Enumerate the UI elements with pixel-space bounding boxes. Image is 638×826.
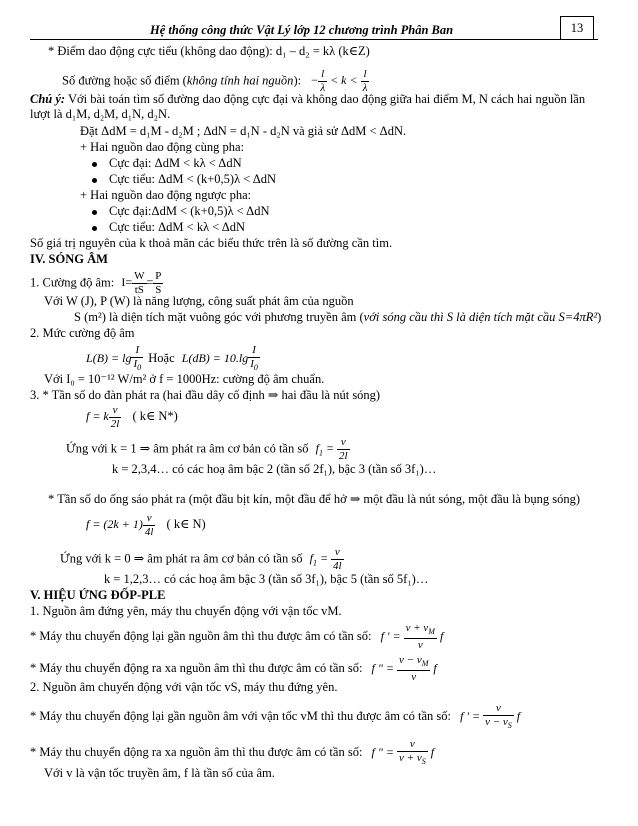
header-rule	[30, 39, 598, 40]
bullet-icon	[92, 226, 97, 231]
line-cung-pha: + Hai nguồn dao động cùng pha:	[80, 140, 244, 154]
list-item	[92, 204, 269, 219]
list-item	[92, 220, 245, 235]
text: )	[597, 310, 602, 324]
list-item	[92, 156, 242, 171]
formula-string-frequency: f = k $\frac{v}{2l}$	[86, 404, 120, 430]
text-italic: với sóng cầu thì S là diện tích mặt cầu S=4πR²	[363, 310, 598, 324]
list-item-text: Cực tiểu: ΔdM < kλ < ΔdN	[109, 220, 246, 234]
line-cuong-do-am	[30, 270, 163, 297]
line-nguon-dung-yen: 1. Nguồn âm đứng yên, máy thu chuyển động với vận tốc vM.	[30, 604, 342, 618]
line-lai-gan-2	[30, 702, 520, 732]
formula-pipe-frequency: f = (2k + 1) $\frac{v}{4l}$	[86, 512, 154, 538]
line-voi-v: Với v là vận tốc truyền âm, f là tần số của âm.	[44, 766, 275, 780]
formula-doppler-recede-source: f " = $\frac{v}{v + v_S}$ f	[371, 738, 435, 767]
text: Ứng với k = 0 ⇒ âm phát ra âm cơ bản có tần số	[60, 551, 303, 566]
line-so-duong	[62, 68, 369, 95]
formula-fundamental-pipe: $f_1$ = $\frac{v}{4l}$	[309, 546, 342, 572]
line-nguon-chuyen-dong: 2. Nguồn âm chuyển động với vận tốc vS, máy thu đứng yên.	[30, 680, 338, 694]
line-hoa-am-dan: k = 2,3,4… có các hoạ âm bậc 2 (tần số 2f₁), bậc 3 (tần số 3f₁)…	[112, 462, 437, 476]
line-nguoc-pha: + Hai nguồn dao động ngược pha:	[80, 188, 252, 202]
page-number: 13	[560, 16, 594, 39]
line-k0	[60, 546, 344, 573]
line-chu-y-2: lượt là d₁M, d₂M, d₁N, d₂N.	[30, 107, 171, 121]
list-item	[92, 172, 276, 187]
text-k-domain: ( k∈ N)	[166, 517, 206, 532]
line-dat: Đặt ΔdM = d₁M - d₂M ; ΔdN = d₁N - d₂N và giả sử ΔdM < ΔdN.	[80, 124, 407, 138]
line-hoa-am-ong: k = 1,2,3… có các hoạ âm bậc 3 (tần số 3f₁), bậc 5 (tần số 5f₁)…	[104, 572, 429, 586]
text: Ứng với k = 1 ⇒ âm phát ra âm cơ bản có tần số	[66, 441, 309, 456]
line-ra-xa-2	[30, 738, 434, 768]
text-italic: không tính hai nguồn	[186, 73, 294, 88]
note-label: Chú ý:	[30, 92, 66, 106]
list-item-text: Cực đại:ΔdM < (k+0,5)λ < ΔdN	[109, 204, 270, 218]
text: * Máy thu chuyển động ra xa nguồn âm thì thu được âm có tần số:	[30, 744, 363, 759]
line-so-gia-tri: Số giá trị nguyên của k thoả mãn các biểu thức trên là số đường cần tìm.	[30, 236, 393, 250]
text: * Máy thu chuyển động lại gần nguồn âm với vận tốc vM thì thu được âm có tần số:	[30, 708, 451, 723]
line-tan-so-dan: 3. * Tần số do đàn phát ra (hai đầu dây cố định ⇒ hai đầu là nút sóng)	[30, 388, 381, 402]
bullet-icon	[92, 210, 97, 215]
formula-k-range: − $\frac{l}{\lambda}$ < k < $\frac{l}{\lambda}$	[310, 68, 368, 94]
line-formula-string	[86, 404, 178, 431]
line-tan-so-ong-sao: * Tần số do ống sáo phát ra (một đầu bịt kín, một đầu để hở ⇒ một đầu là nút sóng, một đầu là bụng sóng)	[48, 492, 581, 506]
text: 1. Cường độ âm:	[30, 275, 115, 290]
line-lai-gan-1	[30, 622, 443, 652]
bullet-icon	[92, 178, 97, 183]
line-formula-pipe	[86, 512, 206, 539]
line-voi-w-p: Với W (J), P (W) là năng lượng, công suất phát âm của nguồn	[44, 294, 354, 308]
list-item-text: Cực đại: ΔdM < kλ < ΔdN	[109, 156, 242, 170]
header-title: Hệ thống công thức Vật Lý lớp 12 chương trình Phân Ban	[150, 23, 454, 37]
section-heading-doppler: V. HIỆU ỨNG ĐỐP-PLE	[30, 588, 166, 602]
line-chu-y	[30, 92, 585, 107]
text: Số đường hoặc số điểm (	[62, 73, 187, 88]
line-k1	[66, 436, 350, 463]
formula-doppler-approach-observer: f ' = $\frac{v + v_M}{v}$ f	[380, 622, 444, 652]
note-text: Với bài toán tìm số đường dao động cực đại và không dao động giữa hai điểm M, N cách hai nguồn lần	[65, 92, 586, 106]
section-heading-song-am: IV. SÓNG ÂM	[30, 252, 108, 266]
text: * Máy thu chuyển động ra xa nguồn âm thì thu được âm có tần số:	[30, 660, 363, 675]
text: ):	[293, 73, 302, 88]
line-i0: Với I₀ = 10⁻¹² W/m² ở f = 1000Hz: cường độ âm chuẩn.	[44, 372, 325, 386]
page-header	[0, 0, 638, 40]
list-item-text: Cực tiểu: ΔdM < (k+0,5)λ < ΔdN	[109, 172, 277, 186]
text-hoac: Hoặc	[148, 350, 175, 365]
line-formula-level	[86, 344, 260, 374]
text-k-domain: ( k∈ N*)	[132, 409, 178, 424]
formula-doppler-approach-source: f ' = $\frac{v}{v - v_S}$ f	[460, 702, 521, 731]
line-muc-cuong-do: 2. Mức cường độ âm	[30, 326, 135, 340]
bullet-icon	[92, 162, 97, 167]
formula-fundamental-string: $f_1$ = $\frac{v}{2l}$	[315, 436, 348, 462]
text: S (m²) là diện tích mặt vuông góc với phương truyền âm (	[74, 310, 364, 324]
text: * Máy thu chuyển động lại gần nguồn âm thì thu được âm có tần số:	[30, 628, 372, 643]
formula-level-decibel: L(dB) = 10.lg $\frac{I}{I_0}$	[181, 344, 258, 373]
line-dien-tich	[74, 310, 601, 325]
formula-doppler-recede-observer: f " = $\frac{v - v_M}{v}$ f	[371, 654, 437, 684]
line-diem-cuc-tieu: * Điểm dao động cực tiểu (không dao động): d₁ – d₂ = kλ (k∈Z)	[48, 44, 370, 58]
formula-intensity: I= $\frac{W}{tS}$ = $\frac{P}{S}$	[121, 270, 162, 296]
formula-level-bel: L(B) = lg $\frac{I}{I_0}$	[86, 344, 142, 373]
